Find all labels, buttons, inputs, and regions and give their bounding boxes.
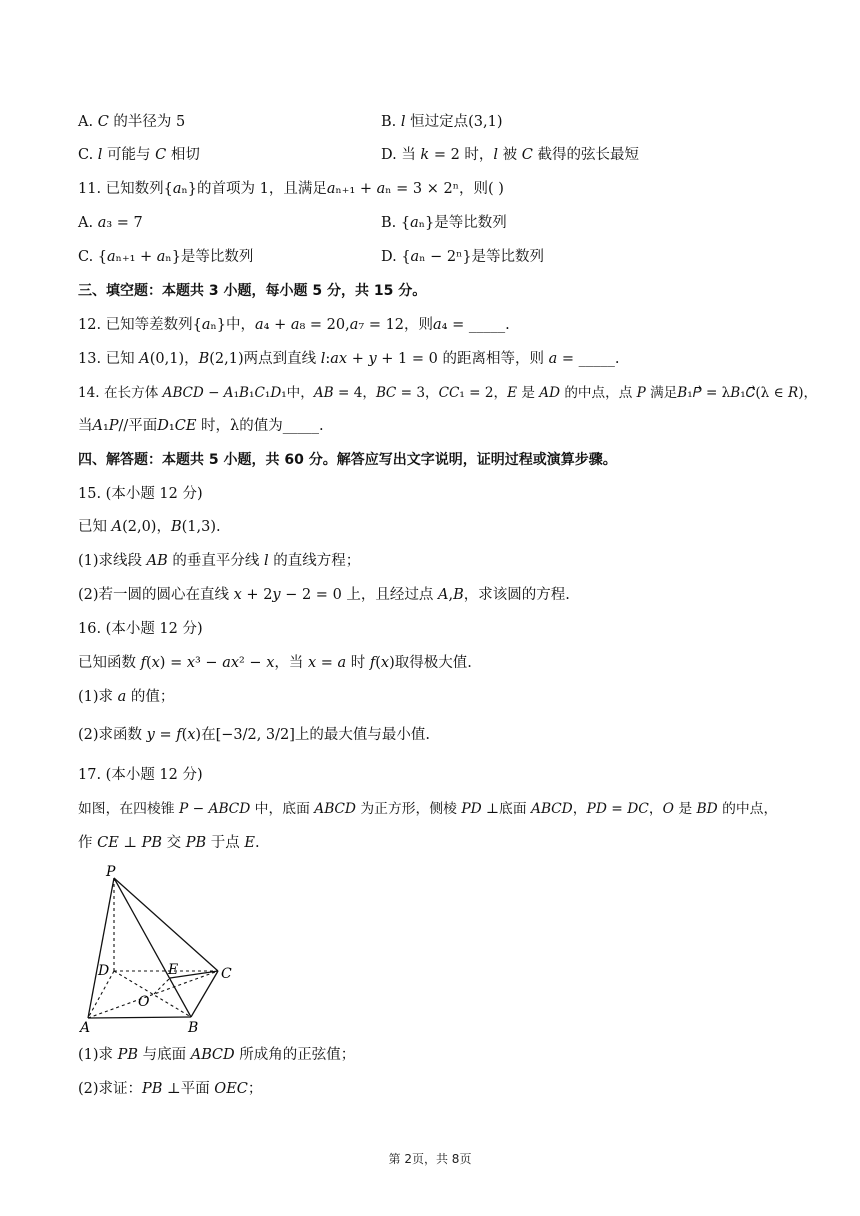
- question-12: 12. 已知等差数列{𝑎ₙ}中，𝑎₄ + 𝑎₈ = 20,𝑎₇ = 12，则𝑎₄ = _____.: [78, 317, 510, 333]
- label-C: C: [221, 966, 232, 982]
- l1b: B. 𝑙 恒过定点(3,1): [381, 114, 503, 130]
- option-11a: A. 𝑎₃ = 7: [78, 215, 143, 231]
- page-footer: 第 2页，共 8页: [388, 1152, 472, 1166]
- question-16-part1: (1)求 𝑎 的值；: [78, 689, 175, 705]
- question-15-stem: 已知 𝐴(2,0)，𝐵(1,3).: [78, 519, 221, 535]
- question-16-stem: 已知函数 𝑓(𝑥) = 𝑥³ − 𝑎𝑥² − 𝑥，当 𝑥 = 𝑎 时 𝑓(𝑥)取得极大值.: [78, 655, 472, 671]
- label-P: P: [106, 864, 116, 880]
- question-17-stem-1: 如图，在四棱锥 𝑃 − 𝐴𝐵𝐶𝐷 中，底面 𝐴𝐵𝐶𝐷 为正方形，侧棱 𝑃𝐷 ⊥底面 𝐴𝐵𝐶𝐷，𝑃𝐷 = 𝐷𝐶，𝑂 是 𝐵𝐷 的中点，: [78, 801, 778, 817]
- label-B: B: [188, 1020, 199, 1036]
- question-16: 16. (本小题 12 分): [78, 621, 203, 637]
- question-13: 13. 已知 𝐴(0,1)，𝐵(2,1)两点到直线 𝑙:𝑎𝑥 + 𝑦 + 1 = 0 的距离相等，则 𝑎 = _____.: [78, 351, 620, 367]
- question-17-part1: (1)求 𝑃𝐵 与底面 𝐴𝐵𝐶𝐷 所成角的正弦值；: [78, 1047, 356, 1063]
- label-O: O: [138, 994, 150, 1010]
- l2a: C. 𝑙 可能与 𝐶 相切: [78, 147, 200, 163]
- section-4-heading: 四、解答题：本题共 5 小题，共 60 分。解答应写出文字说明，证明过程或演算步骤。: [78, 452, 617, 468]
- label-A: A: [80, 1020, 91, 1036]
- option-11b: B. {𝑎ₙ}是等比数列: [381, 215, 507, 231]
- question-17-part2: (2)求证：𝑃𝐵 ⊥平面 𝑂𝐸𝐶；: [78, 1081, 263, 1097]
- l1a: A. 𝐶 的半径为 5: [78, 114, 186, 130]
- label-D: D: [98, 963, 110, 979]
- question-17-stem-2: 作 𝐶𝐸 ⊥ 𝑃𝐵 交 𝑃𝐵 于点 𝐸.: [78, 835, 260, 851]
- option-11d: D. {𝑎ₙ − 2ⁿ}是等比数列: [381, 249, 545, 265]
- option-11c: C. {𝑎ₙ₊₁ + 𝑎ₙ}是等比数列: [78, 249, 254, 265]
- pyramid-figure: [78, 860, 248, 1040]
- question-14-line2: 当𝐴₁𝑃//平面𝐷₁𝐶𝐸 时，λ的值为_____.: [78, 418, 324, 434]
- question-15: 15. (本小题 12 分): [78, 486, 203, 502]
- question-14-line1: 14. 在长方体 𝐴𝐵𝐶𝐷 − 𝐴₁𝐵₁𝐶₁𝐷₁中，𝐴𝐵 = 4，𝐵𝐶 = 3，𝐶𝐶₁ = 2，𝐸 是 𝐴𝐷 的中点，点 𝑃 满足𝐵₁𝑃⃗ = λ𝐵₁𝐶⃗(λ ∈ 𝑅)，: [78, 385, 818, 401]
- question-17: 17. (本小题 12 分): [78, 767, 203, 783]
- question-16-part2: (2)求函数 𝑦 = 𝑓(𝑥)在[−3/2, 3/2]上的最大值与最小值.: [78, 727, 431, 743]
- label-E: E: [168, 962, 179, 978]
- l2b: D. 当 𝑘 = 2 时，𝑙 被 𝐶 截得的弦长最短: [381, 147, 639, 163]
- question-15-part1: (1)求线段 𝐴𝐵 的垂直平分线 𝑙 的直线方程；: [78, 553, 361, 569]
- question-15-part2: (2)若一圆的圆心在直线 𝑥 + 2𝑦 − 2 = 0 上，且经过点 𝐴,𝐵，求该圆的方程.: [78, 587, 570, 603]
- question-11: 11. 已知数列{𝑎ₙ}的首项为 1，且满足𝑎ₙ₊₁ + 𝑎ₙ = 3 × 2ⁿ，则( ): [78, 181, 504, 197]
- section-3-heading: 三、填空题：本题共 3 小题，每小题 5 分，共 15 分。: [78, 283, 427, 299]
